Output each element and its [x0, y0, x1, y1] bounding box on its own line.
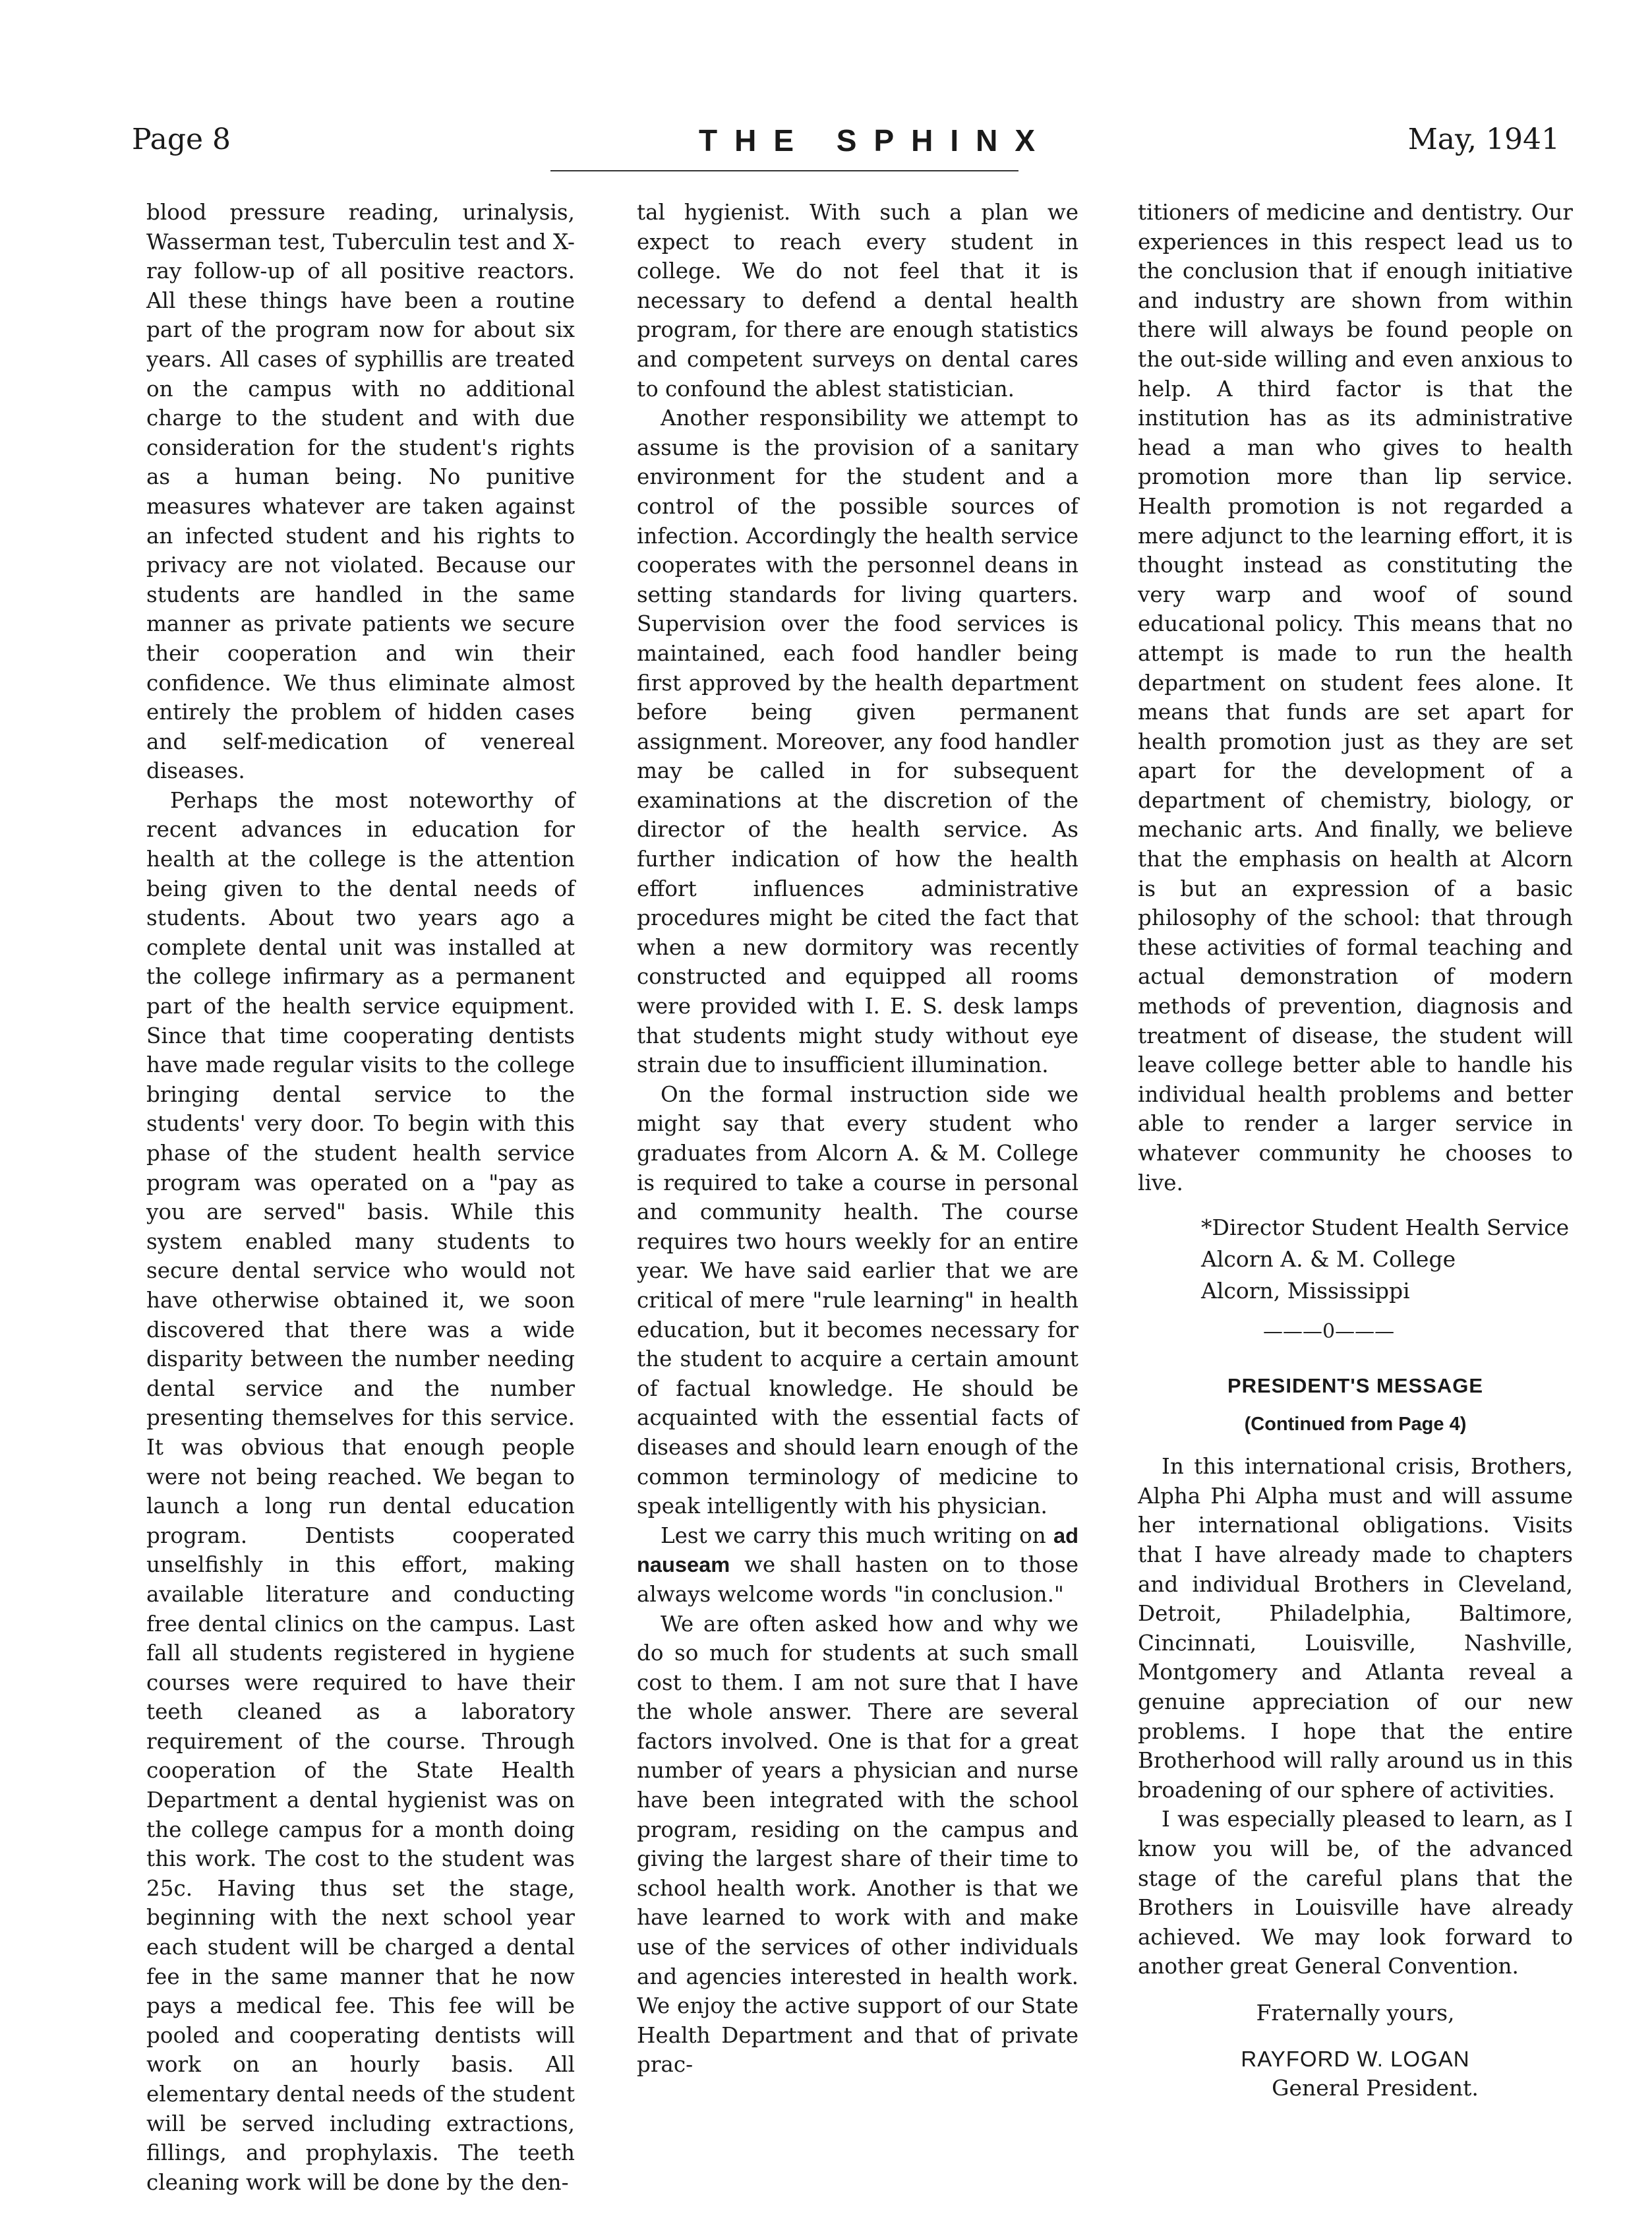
article-paragraph: Perhaps the most noteworthy of recent advances in education for health at the college is the attention being given to the dental needs of students. About two years ago a complete dental unit was installed at the college infirmary as a permanent part of the health service equipment. Since that time cooperating dentists have made regular visits to the college bringing dental service to the students' very door. To begin with this phase of the student health service program was operated on a "pay as you are served" basis. While this system enabled many students to secure dental service who would not have otherwise obtained it, we soon discovered that there was a wide disparity between the number needing dental service and the number presenting themselves for this service. It was obvious that enough people were not being reached. We began to launch a long run dental education program. Dentists cooperated unselfishly in this effort, making available literature and conducting free dental clinics on the campus. Last fall all students registered in hygiene courses were required to have their teeth cleaned as a laboratory requirement of the course. Through cooperation of the State Health Department a dental hygienist was on the college campus for a month doing this work. The cost to the student was 25c. Having thus set the stage, beginning with the next school year each student will be charged a dental fee in the same manner that he now pays a medical fee. This fee will be pooled and cooperating dentists will work on an hourly basis. All elementary dental needs of the student will be served including extractions, fillings, and prophylaxis. The teeth cleaning work will be done by the den- — [146, 787, 575, 2195]
footnote-line: Alcorn A. & M. College — [1201, 1246, 1456, 1273]
article-paragraph: Another responsibility we attempt to assume is the provision of a sanitary environment for the student and a control of the possible sources of infection. Accordingly the health service cooperates with the personnel deans in setting standards for living quarters. Supervision over the food services is maintained, each food handler being first approved by the health department before being given permanent assignment. Moreover, any food handler may be called in for subsequent examinations at the discretion of the director of the health service. As further indication of how the health effort influences administrative procedures might be cited the fact that when a new dormitory was recently constructed and equipped all rooms were provided with I. E. S. desk lamps that students might study without eye strain due to insufficient illumination. — [637, 406, 1078, 1078]
bold-phrase: ad nauseam — [637, 1522, 1078, 1577]
column-3 — [1138, 198, 1573, 2103]
author-footnote — [1201, 1212, 1573, 1307]
page-number: Page 8 — [132, 123, 231, 156]
article-paragraph: On the formal instruction side we might say that every student who graduates from Alcorn A. & M. College is required to take a course in personal and community health. The course requires two hours weekly for an entire year. We have said earlier that we are critical of mere "rule learning" in health education, but it becomes necessary for the student to acquire a certain amount of factual knowledge. He should be acquainted with the essential facts of diseases and should learn enough of the common terminology of medicine to speak intelligently with his physician. — [637, 1081, 1078, 1519]
article-paragraph: blood pressure reading, urinalysis, Wasserman test, Tuberculin test and X-ray follow-up of all positive reactors. All these things have been a routine part of the program now for about six years. All cases of syphillis are treated on the campus with no additional charge to the student and with due consideration for the student's rights as a human being. No punitive measures whatever are taken against an infected student and his rights to privacy are not violated. Because our students are handled in the same manner as private patients we secure their cooperation and win their confidence. We thus eliminate almost entirely the problem of hidden cases and self-medication of venereal diseases. — [146, 200, 575, 784]
article-paragraph: titioners of medicine and dentistry. Our experiences in this respect lead us to the conclusion that if enough initiative and industry are shown from within there will always be found people on the out-side willing and even anxious to help. A third factor is that the institution has as its administrative head a man who gives to health promotion more than lip service. Health promotion is not regarded a mere adjunct to the learning effort, it is thought instead as constituting the very warp and woof of sound educational policy. This means that no attempt is made to run the health department on student fees alone. It means that funds are set apart for health promotion just as they are set apart for the development of a department of chemistry, biology, or mechanic arts. And finally, we believe that the emphasis on health at Alcorn is but an expression of a basic philosophy of the school: that through these activities of formal teaching and actual demonstration of modern methods of prevention, diagnosis and treatment of disease, the student will leave college better able to handle his individual health problems and better able to render a larger service in whatever community he chooses to live. — [1138, 200, 1573, 1195]
closing-salutation: Fraternally yours, — [1256, 1999, 1455, 2026]
message-paragraph: I was especially pleased to learn, as I know you will be, of the advanced stage of the careful plans that the Brothers in Louisville have already achieved. We may look forward to another great General Convention. — [1138, 1807, 1573, 1979]
article-paragraph — [637, 1521, 1078, 1609]
article-paragraph: We are often asked how and why we do so much for students at such small cost to them. I am not sure that I have the whole answer. There are several factors involved. One is that for a great number of years a physician and nurse have been integrated with the school program, residing on the campus and giving the largest share of their time to school health work. Another is that we have learned to work with and make use of the services of other individuals and agencies interested in health work. We enjoy the active support of our State Health Department and that of private prac- — [637, 1611, 1078, 2078]
text-run: Lest we carry this much writing on — [661, 1522, 1053, 1548]
article-paragraph: tal hygienist. With such a plan we expect to reach every student in college. We do not feel that it is necessary to defend a dental health program, for there are enough statistics and competent surveys on dental cares to confound the ablest statistician. — [637, 200, 1078, 402]
column-2 — [637, 198, 1078, 2080]
section-divider: ———0——— — [1263, 1320, 1395, 1344]
message-paragraph: In this international crisis, Brothers, Alpha Phi Alpha must and will assume her international obligations. Visits that I have already made to chapters and individual Brothers in Cleveland, Detroit, Philadelphia, Baltimore, Cincinnati, Louisville, Nashville, Montgomery and Atlanta reveal a genuine appreciation of our new problems. I hope that the entire Brotherhood will rally around us in this broadening of our sphere of activities. — [1138, 1454, 1573, 1803]
issue-date: May, 1941 — [1407, 123, 1560, 156]
column-1 — [146, 198, 575, 2197]
footnote-line: Alcorn, Mississippi — [1201, 1278, 1410, 1304]
header-rule — [550, 170, 1018, 171]
author-name: RAYFORD W. LOGAN — [1241, 2047, 1470, 2072]
continued-note: (Continued from Page 4) — [1244, 1414, 1467, 1435]
footnote-line: *Director Student Health Service — [1201, 1215, 1570, 1241]
publication-title: THE SPHINX — [699, 123, 1053, 158]
page-header — [132, 123, 1560, 169]
author-title: General President. — [1272, 2075, 1479, 2101]
text-run: we shall hasten on to those always welcome words "in conclusion." — [637, 1552, 1078, 1607]
section-title: PRESIDENT'S MESSAGE — [1227, 1374, 1484, 1398]
